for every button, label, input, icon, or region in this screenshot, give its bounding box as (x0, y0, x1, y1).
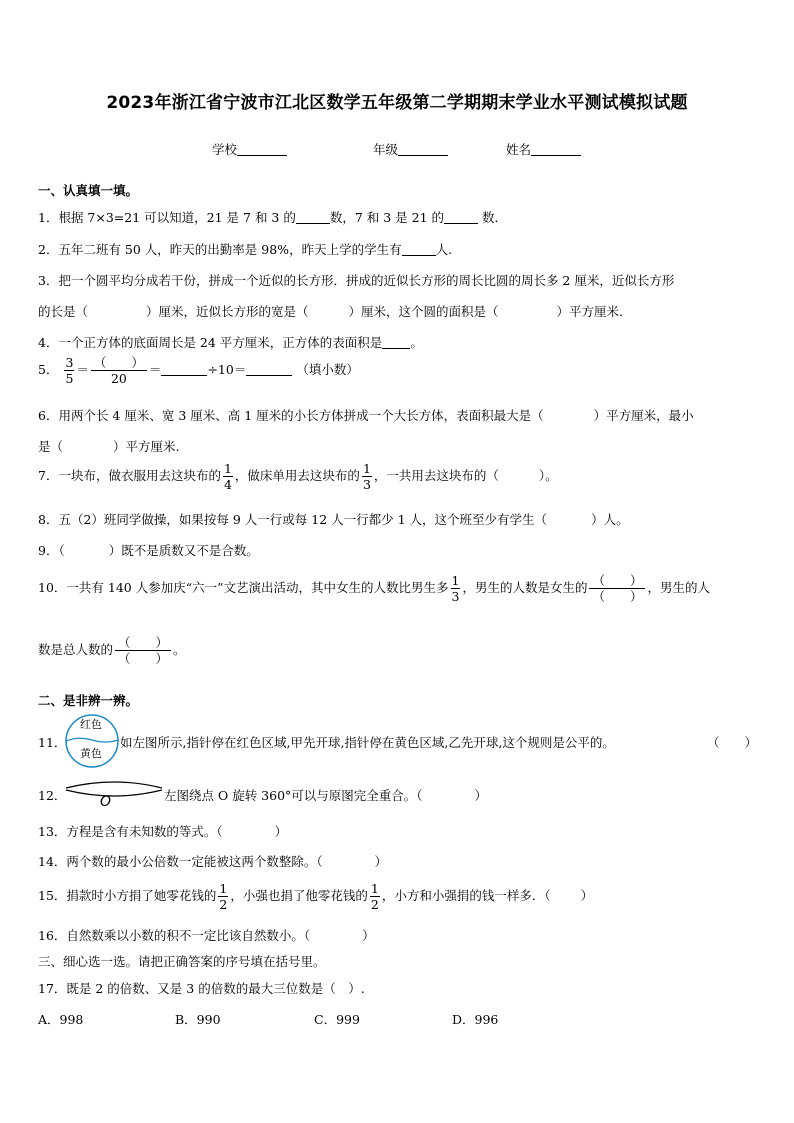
q7-fraction-1-4: $\frac{1}{4}$ (223, 461, 232, 493)
spinner-red-label: 红色 (80, 718, 102, 731)
q7-fraction-1-3: $\frac{1}{3}$ (362, 461, 371, 493)
question-10-line-1: 10．一共有 140 人参加庆“六一”文艺演出活动，其中女生的人数比男生多 $\frac{1}{3}$ ，男生的人数是女生的 $\frac{( )}{( )}$ ，男生的人 (38, 573, 710, 605)
school-field: 学校 (212, 140, 287, 158)
q10-answer-fraction-1[interactable]: $\frac{( )}{( )}$ (589, 574, 645, 603)
question-4: 4．一个正方体的底面周长是 24 平方厘米，正方体的表面积是 。 (38, 335, 423, 350)
q4-blank[interactable] (382, 336, 410, 349)
question-13: 13．方程是含有未知数的等式。（ ） (38, 824, 288, 839)
point-o-label: O (100, 794, 112, 808)
question-3-line-2: 的长是（ ）厘米，近似长方形的宽是（ ）厘米，这个圆的面积是（ ）平方厘米. (38, 304, 624, 319)
q5-fraction-3-5: $\frac{3}{5}$ (65, 355, 74, 387)
question-3-line-1: 3．把一个圆平均分成若干份，拼成一个近似的长方形．拼成的近似长方形的周长比圆的周长多 2 厘米，近似长方形 (38, 273, 675, 288)
section-3-heading: 三、细心选一选。请把正确答案的序号填在括号里。 (38, 954, 326, 969)
question-8: 8．五（2）班同学做操，如果按每 9 人一行或每 12 人一行都少 1 人，这个班至少有学生（ ）人。 (38, 512, 629, 527)
grade-field: 年级 (373, 140, 448, 158)
q17-option-b[interactable]: B．990 (175, 1012, 221, 1027)
page-title: 2023年浙江省宁波市江北区数学五年级第二学期期末学业水平测试模拟试题 (106, 93, 688, 113)
spinner-diagram (64, 714, 120, 768)
rotation-figure (64, 774, 164, 808)
q15-fraction-2: $\frac{1}{2}$ (370, 881, 379, 913)
q10-answer-fraction-2[interactable]: $\frac{( )}{( )}$ (115, 636, 171, 665)
section-2-heading: 二、是非辨一辨。 (38, 693, 139, 708)
question-16: 16．自然数乘以小数的积不一定比该自然数小。（ ） (38, 928, 375, 943)
name-field: 姓名 (506, 140, 581, 158)
grade-blank[interactable] (398, 143, 448, 156)
question-2: 2．五年二班有 50 人，昨天的出勤率是 98%，昨天上学的学生有 人. (38, 242, 453, 257)
question-17: 17．既是 2 的倍数、又是 3 的倍数的最大三位数是（ ）. (38, 981, 365, 996)
spinner-yellow-label: 黄色 (80, 747, 102, 760)
school-blank[interactable] (237, 143, 287, 156)
q15-fraction-1: $\frac{1}{2}$ (219, 881, 228, 913)
question-7: 7．一块布，做衣服用去这块布的 $\frac{1}{4}$ ，做床单用去这块布的 $\frac{1}{3}$ ，一共用去这块布的（ ）。 (38, 461, 558, 493)
question-14: 14．两个数的最小公倍数一定能被这两个数整除。（ ） (38, 854, 388, 869)
q5-blank-1[interactable] (161, 363, 207, 376)
figure-upper-arc (66, 782, 162, 788)
section-1-heading: 一、认真填一填。 (38, 183, 139, 198)
question-12-number: 12． (38, 788, 67, 803)
figure-lower-arc (66, 790, 162, 796)
question-5: 5． $\frac{3}{5}$ ＝ $\frac{( )}{20}$ ＝ ÷10＝ （填小数） (38, 355, 359, 387)
question-1: 1．根据 7×3=21 可以知道，21 是 7 和 3 的 数，7 和 3 是 21 的 数． (38, 210, 508, 225)
q1-blank-2[interactable] (444, 211, 478, 224)
question-11-text: 如左图所示,指针停在红色区域,甲先开球,指针停在黄色区域,乙先开球,这个规则是公平的。 (120, 735, 615, 750)
question-10-line-2: 数是总人数的 $\frac{( )}{( )}$ 。 (38, 635, 186, 667)
question-9: 9．（ ）既不是质数又不是合数。 (38, 543, 259, 558)
spinner-divider (66, 738, 118, 742)
q1-blank-1[interactable] (296, 211, 330, 224)
q5-blank-2[interactable] (246, 363, 292, 376)
q10-fraction-1-3: $\frac{1}{3}$ (451, 573, 460, 605)
q17-option-a[interactable]: A．998 (38, 1012, 84, 1027)
q2-blank[interactable] (402, 243, 436, 256)
q17-option-c[interactable]: C．999 (314, 1012, 360, 1027)
question-15: 15．捐款时小方捐了她零花钱的 $\frac{1}{2}$ ，小强也捐了他零花钱的 $\frac{1}{2}$ ，小方和小强捐的钱一样多．（ ） (38, 881, 594, 913)
q5-fraction-blank-20[interactable]: $\frac{( )}{20}$ (91, 356, 147, 385)
question-12-text: 左图绕点 O 旋转 360°可以与原图完全重合。（ ） (164, 788, 488, 803)
q17-option-d[interactable]: D．996 (452, 1012, 499, 1027)
question-11-answer[interactable]: （ ） (707, 735, 758, 750)
question-6-line-1: 6．用两个长 4 厘米、宽 3 厘米、高 1 厘米的小长方体拼成一个大长方体，表面积最大是（ ）平方厘米，最小 (38, 408, 694, 423)
question-6-line-2: 是（ ）平方厘米. (38, 439, 180, 454)
name-blank[interactable] (531, 143, 581, 156)
question-11-number: 11． (38, 735, 67, 750)
